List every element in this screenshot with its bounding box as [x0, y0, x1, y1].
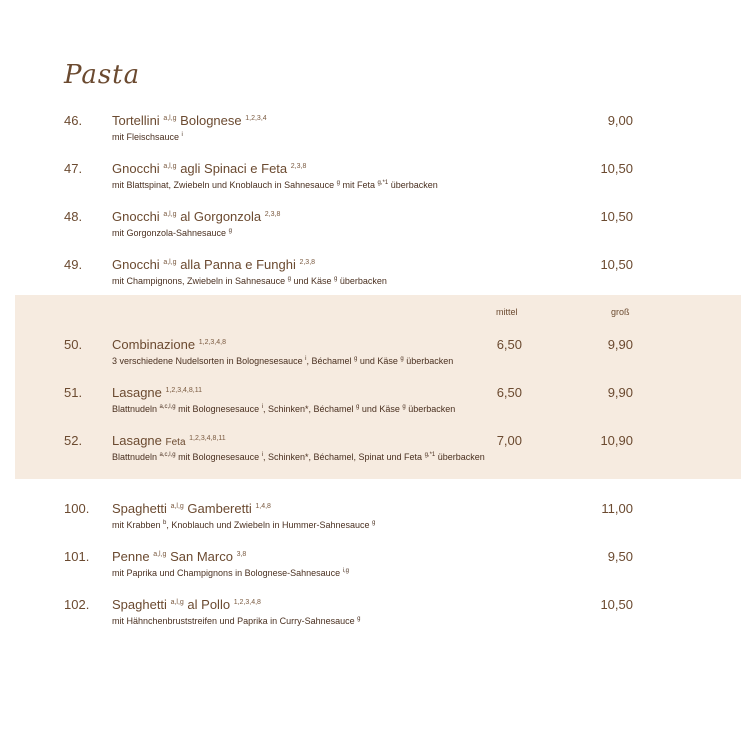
page-title: Pasta — [64, 60, 141, 90]
item-price-large: 9,90 — [607, 337, 633, 352]
item-name: Spaghetti $^{a,l,g}$ Gamberetti $^{1,4,8}$ — [112, 501, 271, 516]
item-description: 3 verschiedene Nudelsorten in Bolognesesauce $^i$, Béchamel $^g$ und Käse $^g$ überbacken — [112, 356, 454, 366]
item-number: 100. — [64, 501, 90, 516]
item-number: 52. — [64, 433, 83, 448]
item-name: Tortellini $^{a,l,g}$ Bolognese $^{1,2,3,4}$ — [112, 113, 267, 128]
item-name: Combinazione $^{1,2,3,4,8}$ — [112, 337, 226, 352]
menu-item-102 — [0, 597, 755, 637]
item-name: Lasagne Feta $^{1,2,3,4,8,11}$ — [112, 433, 226, 448]
item-number: 46. — [64, 113, 83, 128]
item-price: 10,50 — [600, 257, 633, 272]
item-description: Blattnudeln $^{a,c,l,g}$ mit Bolognesesauce $^i$, Schinken*, Béchamel $^g$ und Käse $^g$ überbacken — [112, 404, 456, 414]
item-name: Lasagne $^{1,2,3,4,8,11}$ — [112, 385, 202, 400]
item-description: mit Gorgonzola-Sahnesauce $^g$ — [112, 228, 232, 238]
item-description: mit Champignons, Zwiebeln in Sahnesauce $^g$ und Käse $^g$ überbacken — [112, 276, 387, 286]
menu-item-52 — [0, 433, 755, 473]
menu-item-48 — [0, 209, 755, 249]
item-number: 102. — [64, 597, 90, 612]
item-name: Gnocchi $^{a,l,g}$ alla Panna e Funghi $^{2,3,8}$ — [112, 257, 316, 272]
item-price-medium: 6,50 — [496, 385, 522, 400]
item-description: mit Hähnchenbruststreifen und Paprika in Curry-Sahnesauce $^g$ — [112, 616, 361, 626]
item-price-large: 10,90 — [600, 433, 633, 448]
item-name: Gnocchi $^{a,l,g}$ al Gorgonzola $^{2,3,8}$ — [112, 209, 281, 224]
item-description: mit Paprika und Champignons in Bolognese-Sahnesauce $^{i,g}$ — [112, 568, 349, 578]
menu-item-47 — [0, 161, 755, 201]
item-price-medium: 7,00 — [496, 433, 522, 448]
item-number: 49. — [64, 257, 83, 272]
menu-item-46 — [0, 113, 755, 153]
item-price: 10,50 — [600, 597, 633, 612]
item-price-large: 9,90 — [607, 385, 633, 400]
menu-item-100 — [0, 501, 755, 541]
item-price: 10,50 — [600, 161, 633, 176]
column-header-medium: mittel — [496, 307, 518, 317]
menu-item-49 — [0, 257, 755, 297]
item-price: 9,00 — [607, 113, 633, 128]
item-description: mit Krabben $^b$, Knoblauch und Zwiebeln in Hummer-Sahnesauce $^g$ — [112, 520, 376, 530]
item-description: Blattnudeln $^{a,c,l,g}$ mit Bolognesesauce $^i$, Schinken*, Béchamel, Spinat und Feta $^{g,*1}$ überbacken — [112, 452, 485, 462]
item-description: mit Fleischsauce $^i$ — [112, 132, 183, 142]
menu-item-51 — [0, 385, 755, 425]
item-price: 10,50 — [600, 209, 633, 224]
menu-item-50 — [0, 337, 755, 377]
item-name: Gnocchi $^{a,l,g}$ agli Spinaci e Feta $^{2,3,8}$ — [112, 161, 307, 176]
column-header-large: groß — [611, 307, 630, 317]
item-name: Spaghetti $^{a,l,g}$ al Pollo $^{1,2,3,4,8}$ — [112, 597, 261, 612]
item-price-medium: 6,50 — [496, 337, 522, 352]
item-number: 101. — [64, 549, 90, 564]
item-price: 9,50 — [607, 549, 633, 564]
item-number: 51. — [64, 385, 83, 400]
item-number: 47. — [64, 161, 83, 176]
item-number: 48. — [64, 209, 83, 224]
item-name: Penne $^{a,l,g}$ San Marco $^{3,8}$ — [112, 549, 247, 564]
menu-item-101 — [0, 549, 755, 589]
item-description: mit Blattspinat, Zwiebeln und Knoblauch in Sahnesauce $^g$ mit Feta $^{g,*1}$ überbacken — [112, 180, 438, 190]
item-price: 11,00 — [601, 501, 633, 516]
item-number: 50. — [64, 337, 83, 352]
